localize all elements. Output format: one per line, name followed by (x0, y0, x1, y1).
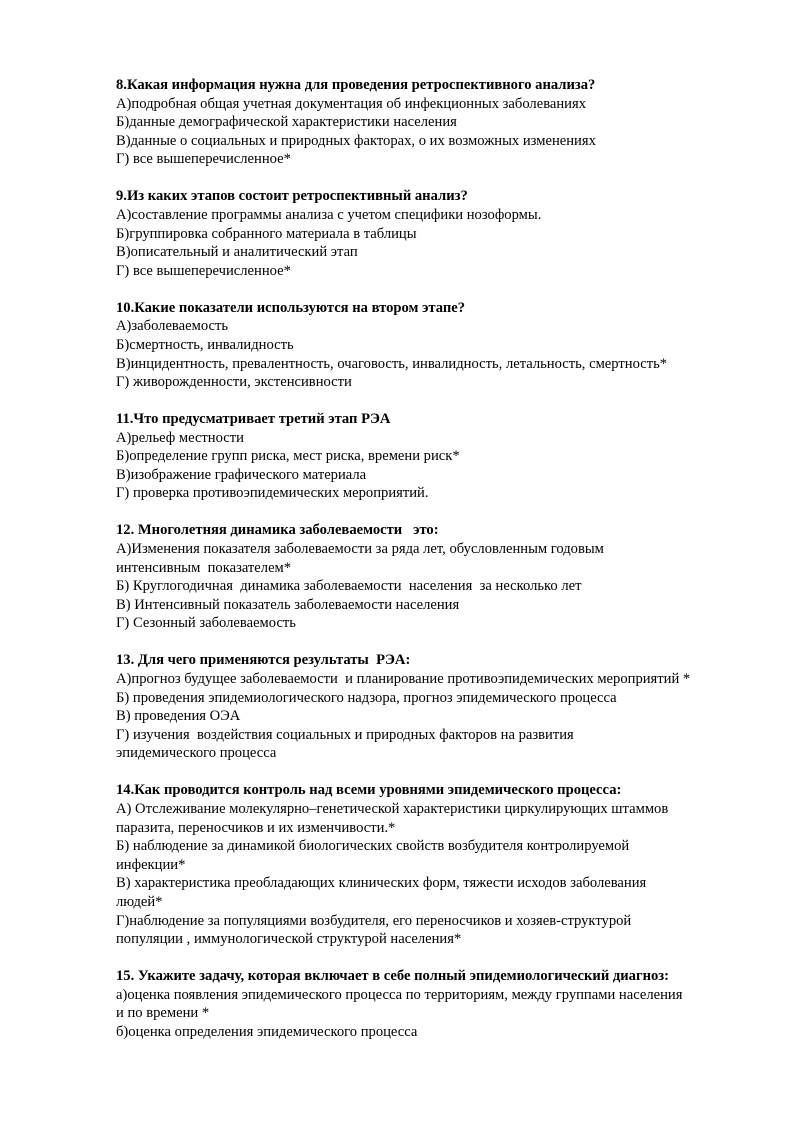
answer-line: Г)наблюдение за популяциями возбудителя, его переносчиков и хозяев-структурой (116, 912, 632, 929)
answer-line: А)Изменения показателя заболеваемости за ряда лет, обусловленным годовым (116, 541, 604, 558)
question-block (116, 967, 756, 1041)
answer-line: инфекции* (116, 856, 186, 873)
answer-line: В)изображение графического материала (116, 466, 367, 483)
answer-line: Б) наблюдение за динамикой биологических свойств возбудителя контролируемой (116, 838, 630, 855)
answer-line: паразита, переносчиков и их изменчивости.* (116, 819, 396, 836)
answer-line: Б)смертность, инвалидность (116, 336, 294, 353)
answer-line: популяции , иммунологической структурой населения* (116, 931, 462, 948)
answer-line: А)рельеф местности (116, 429, 244, 446)
answer-line: Б)определение групп риска, мест риска, времени риск* (116, 448, 460, 465)
answer-line: Г) Сезонный заболеваемость (116, 615, 296, 632)
answer-line: интенсивным показателем* (116, 559, 292, 576)
answer-line: и по времени * (116, 1005, 210, 1022)
question-title: 11.Что предусматривает третий этап РЭА (116, 411, 391, 428)
answer-line: Г) проверка противоэпидемических мероприятий. (116, 485, 429, 502)
answer-line: Г) живорожденности, экстенсивности (116, 374, 352, 391)
answer-line: б)оценка определения эпидемического процесса (116, 1023, 418, 1040)
answer-line: эпидемического процесса (116, 745, 277, 762)
answer-line: Г) все вышеперечисленное* (116, 151, 291, 168)
question-title: 15. Укажите задачу, которая включает в себе полный эпидемиологический диагноз: (116, 968, 670, 985)
answer-line: А)составление программы анализа с учетом специфики нозоформы. (116, 206, 542, 223)
question-block (116, 521, 756, 633)
answer-line: В)данные о социальных и природных факторах, о их возможных изменениях (116, 132, 596, 149)
question-title: 14.Как проводится контроль над всеми уровнями эпидемического процесса: (116, 782, 622, 799)
answer-line: В)инцидентность, превалентность, очаговость, инвалидность, летальность, смертность* (116, 355, 668, 372)
answer-line: Б)группировка собранного материала в таблицы (116, 225, 417, 242)
answer-line: Г) все вышеперечисленное* (116, 262, 291, 279)
question-block (116, 410, 756, 503)
question-block (116, 76, 756, 169)
question-title: 8.Какая информация нужна для проведения ретроспективного анализа? (116, 77, 596, 93)
answer-line: Б) проведения эпидемиологического надзора, прогноз эпидемического процесса (116, 689, 617, 706)
answer-line: а)оценка появления эпидемического процесса по территориям, между группами населения (116, 986, 683, 1003)
question-block (116, 299, 756, 392)
answer-line: Б) Круглогодичная динамика заболеваемости населения за несколько лет (116, 578, 582, 595)
answer-line: Б)данные демографической характеристики населения (116, 114, 457, 131)
question-block (116, 781, 756, 948)
answer-line: А)подробная общая учетная документация об инфекционных заболеваниях (116, 95, 586, 112)
question-title: 12. Многолетняя динамика заболеваемости это: (116, 522, 439, 539)
answer-line: людей* (116, 893, 163, 910)
answer-line: А) Отслеживание молекулярно–генетической характеристики циркулирующих штаммов (116, 800, 669, 817)
question-block (116, 187, 756, 280)
answer-line: В) проведения ОЭА (116, 708, 241, 725)
question-title: 13. Для чего применяются результаты РЭА: (116, 652, 411, 669)
answer-line: А)прогноз будущее заболеваемости и планирование противоэпидемических мероприятий * (116, 670, 691, 687)
question-title: 10.Какие показатели используются на втором этапе? (116, 299, 466, 316)
question-title: 9.Из каких этапов состоит ретроспективный анализ? (116, 188, 468, 205)
answer-line: В)описательный и аналитический этап (116, 244, 358, 261)
answer-line: Г) изучения воздействия социальных и природных факторов на развития (116, 726, 574, 743)
answer-line: В) Интенсивный показатель заболеваемости населения (116, 596, 460, 613)
question-block (116, 651, 756, 763)
answer-line: В) характеристика преобладающих клинических форм, тяжести исходов заболевания (116, 875, 647, 892)
question-list (116, 76, 756, 1060)
answer-line: А)заболеваемость (116, 318, 228, 335)
